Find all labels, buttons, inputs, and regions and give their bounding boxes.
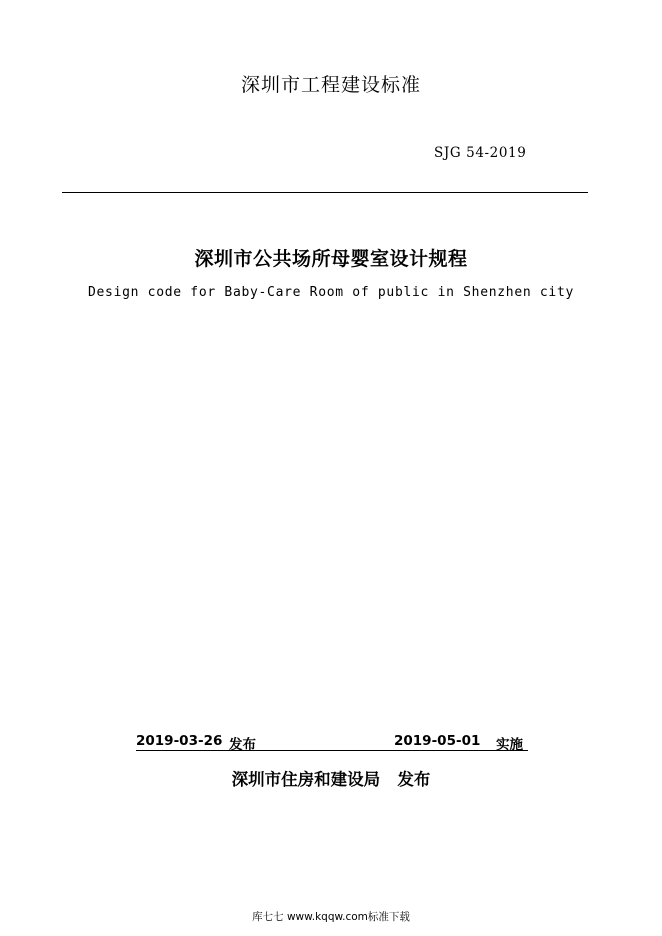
standard-code: SJG 54-2019 [434, 145, 527, 161]
document-title-english: Design code for Baby-Care Room of public in Shenzhen city [87, 285, 575, 300]
issue-label: 发布 [229, 737, 256, 753]
implement-label: 实施 [496, 737, 523, 753]
implement-date: 2019-05-01 [394, 733, 481, 749]
series-title: 深圳市工程建设标准 [240, 74, 421, 96]
header-rule [62, 192, 588, 193]
dates-underline [136, 750, 528, 751]
dates-row [136, 733, 528, 751]
document-title-chinese: 深圳市公共场所母婴室设计规程 [194, 248, 468, 270]
issue-date: 2019-03-26 [136, 733, 223, 749]
publisher: 深圳市住房和建设局 发布 [231, 770, 431, 789]
footer-watermark: 库七七 www.kqqw.com标准下载 [252, 911, 410, 923]
